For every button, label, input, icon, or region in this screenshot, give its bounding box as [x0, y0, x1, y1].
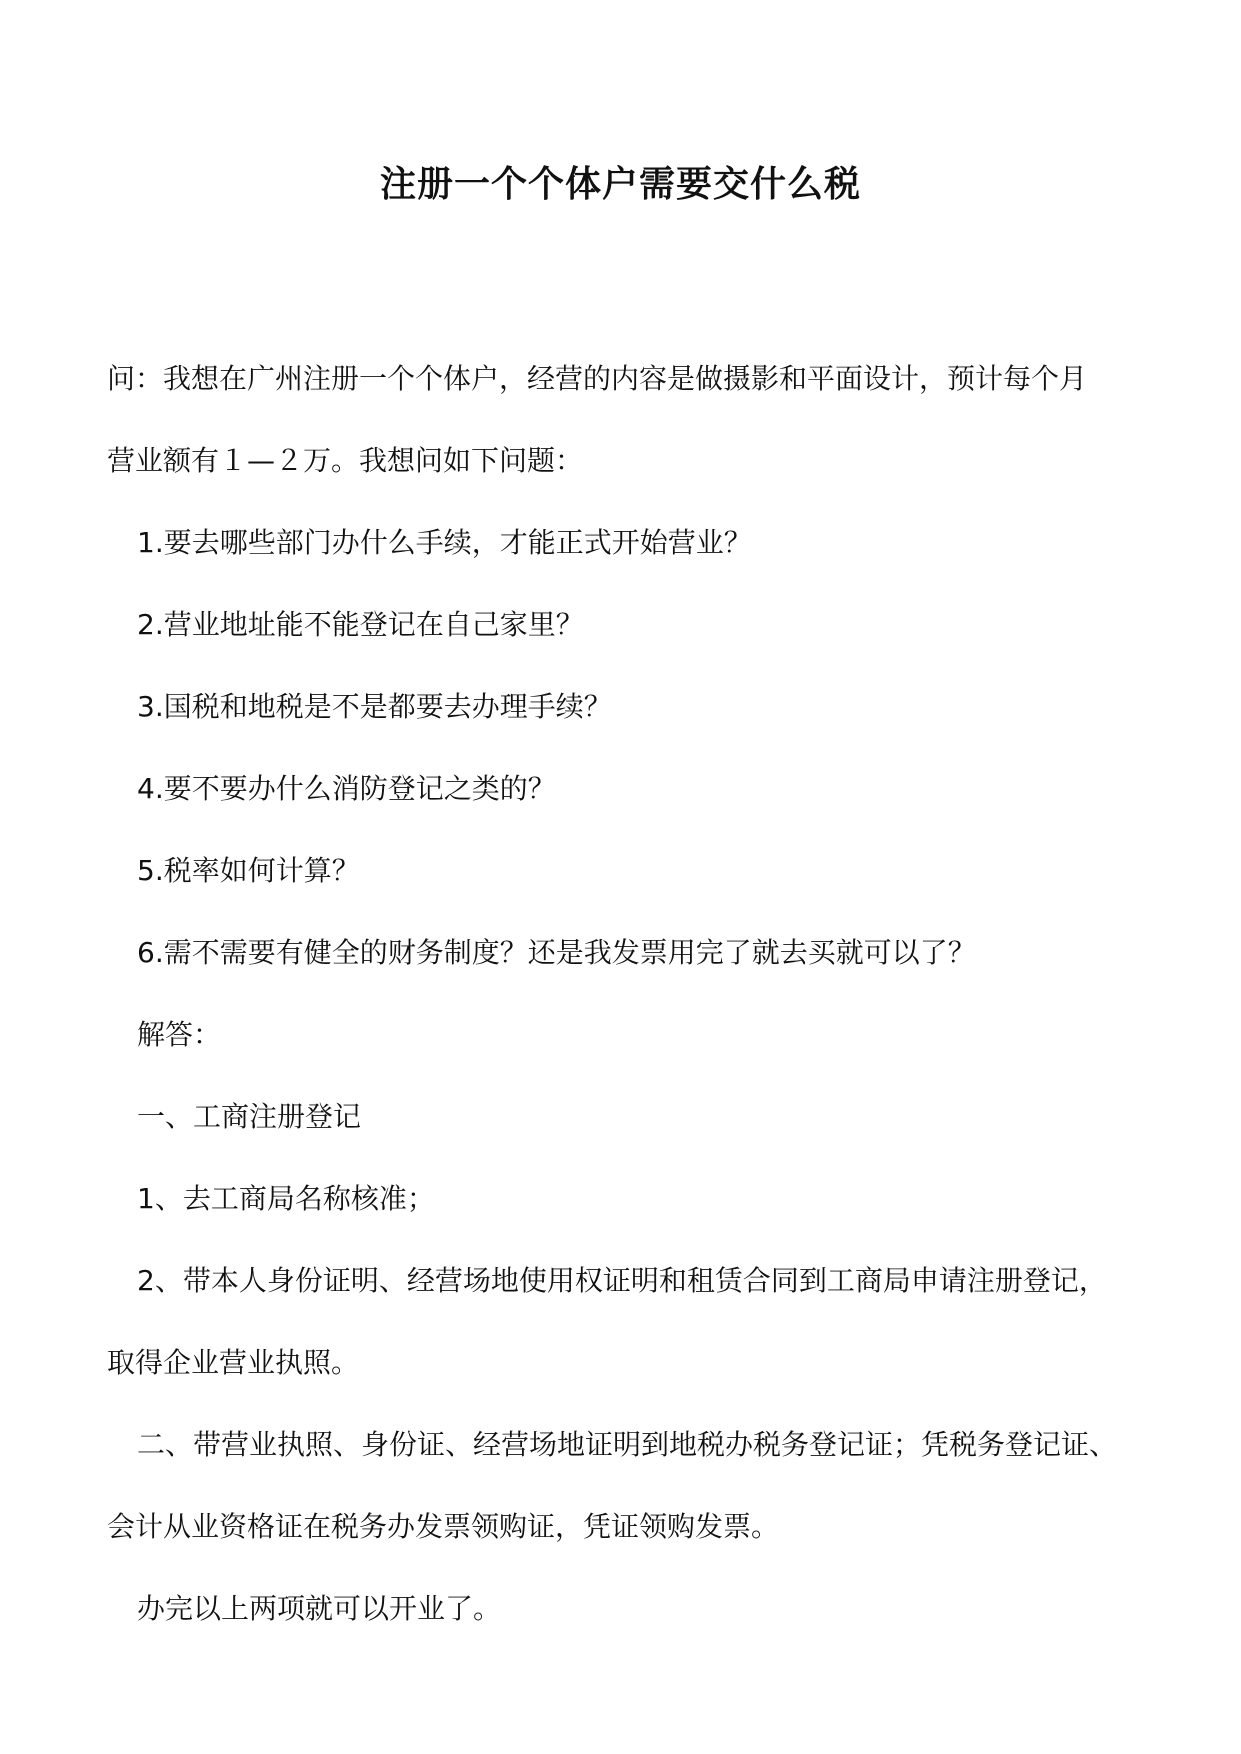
- question-item-6: 6.需不需要有健全的财务制度？还是我发票用完了就去买就可以了？: [137, 936, 976, 969]
- question-item-5: 5.税率如何计算？: [137, 854, 360, 887]
- question-item-1: 1.要去哪些部门办什么手续，才能正式开始营业？: [137, 526, 752, 559]
- question-item-4: 4.要不要办什么消防登记之类的？: [137, 772, 556, 805]
- answer-heading: 解答：: [137, 1018, 222, 1051]
- paragraph-line: 问：我想在广州注册一个个体户，经营的内容是做摄影和平面设计，预计每个月: [107, 362, 1088, 395]
- paragraph-line: 1、去工商局名称核准；: [137, 1182, 435, 1215]
- paragraph-line: 办完以上两项就可以开业了。: [137, 1592, 502, 1625]
- section-heading-2: 二、带营业执照、身份证、经营场地证明到地税办税务登记证；凭税务登记证、: [137, 1428, 1118, 1461]
- document-title: 注册一个个体户需要交什么税: [379, 163, 861, 205]
- section-heading-1: 一、工商注册登记: [137, 1100, 362, 1133]
- document-body: [107, 338, 1147, 1650]
- paragraph-line: 营业额有１—２万。我想问如下问题：: [107, 444, 584, 477]
- question-item-3: 3.国税和地税是不是都要去办理手续？: [137, 690, 612, 723]
- paragraph-line: 2、带本人身份证明、经营场地使用权证明和租赁合同到工商局申请注册登记，: [137, 1264, 1107, 1297]
- paragraph-line: 会计从业资格证在税务办发票领购证，凭证领购发票。: [107, 1510, 780, 1543]
- paragraph-line: 取得企业营业执照。: [107, 1346, 360, 1379]
- question-item-2: 2.营业地址能不能登记在自己家里？: [137, 608, 584, 641]
